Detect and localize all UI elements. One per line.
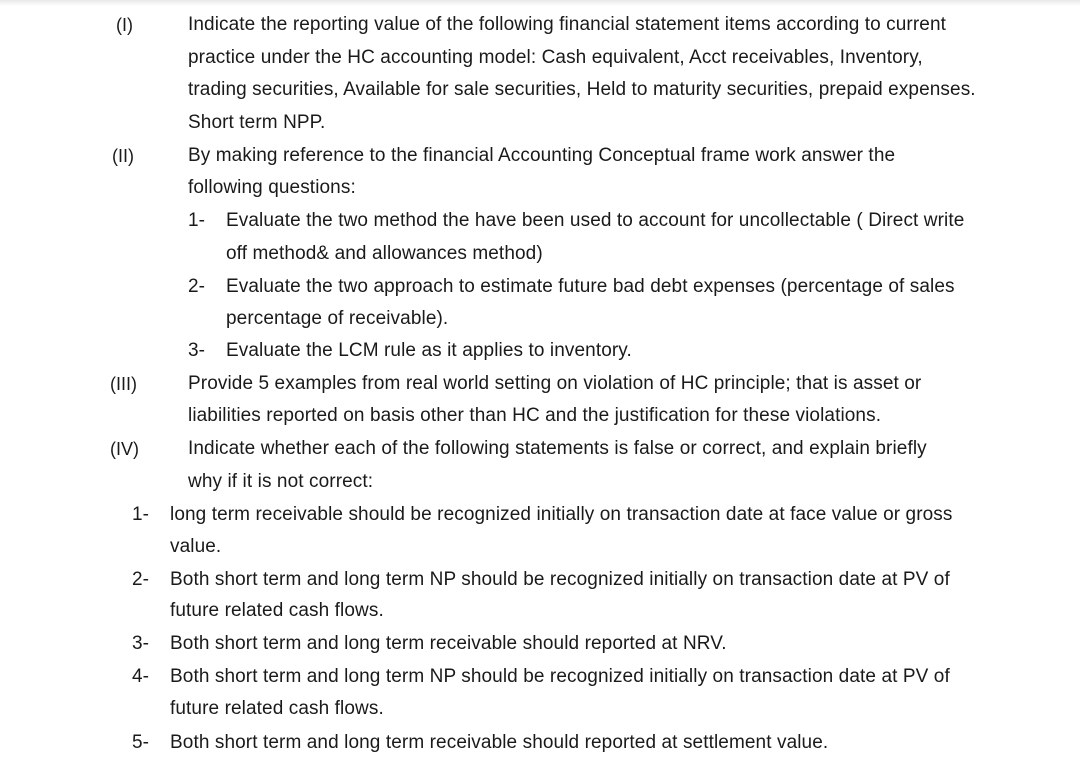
page-edge-shadow xyxy=(0,0,1080,6)
section-1-line-4: Short term NPP. xyxy=(188,112,326,133)
section-3-line-1: Provide 5 examples from real world setting on violation of HC principle; that is asset or xyxy=(188,373,922,394)
section-2-item-1-line-2: off method& and allowances method) xyxy=(226,243,543,264)
section-4-item-4-line-2: future related cash flows. xyxy=(170,698,384,719)
section-2-item-3-number: 3- xyxy=(188,340,205,361)
section-2-item-2-number: 2- xyxy=(188,276,205,297)
section-4-item-1-line-2: value. xyxy=(170,536,222,557)
section-2-item-1-number: 1- xyxy=(188,210,205,231)
section-4-line-2: why if it is not correct: xyxy=(188,471,374,492)
section-4-item-5-number: 5- xyxy=(132,732,149,753)
section-1-line-2: practice under the HC accounting model: Cash equivalent, Acct receivables, Inventory, xyxy=(188,47,923,68)
section-4-item-4-line-1: Both short term and long term NP should be recognized initially on transaction date at PV of xyxy=(170,666,950,687)
section-2-line-1: By making reference to the financial Accounting Conceptual frame work answer the xyxy=(188,145,896,166)
section-1-line-1: Indicate the reporting value of the following financial statement items according to current xyxy=(188,14,947,35)
section-2-item-1-line-1: Evaluate the two method the have been used to account for uncollectable ( Direct write xyxy=(226,210,965,231)
section-2-item-2-line-1: Evaluate the two approach to estimate future bad debt expenses (percentage of sales xyxy=(226,276,955,297)
section-marker-4: (IV) xyxy=(110,439,139,459)
section-4-item-1-line-1: long term receivable should be recognized initially on transaction date at face value or gross xyxy=(170,504,953,525)
section-4-line-1: Indicate whether each of the following statements is false or correct, and explain briefly xyxy=(188,438,927,459)
section-4-item-1-number: 1- xyxy=(132,504,149,525)
section-marker-2: (II) xyxy=(112,146,134,166)
section-4-item-3-line-1: Both short term and long term receivable should reported at NRV. xyxy=(170,633,727,654)
section-4-item-5-line-1: Both short term and long term receivable should reported at settlement value. xyxy=(170,732,829,753)
section-4-item-3-number: 3- xyxy=(132,633,149,654)
section-2-line-2: following questions: xyxy=(188,177,356,198)
section-marker-1: (I) xyxy=(116,15,133,35)
section-marker-3: (III) xyxy=(110,374,137,394)
section-4-item-2-line-1: Both short term and long term NP should be recognized initially on transaction date at PV of xyxy=(170,569,950,590)
section-4-item-4-number: 4- xyxy=(132,666,149,687)
section-2-item-3-line-1: Evaluate the LCM rule as it applies to inventory. xyxy=(226,340,632,361)
section-3-line-2: liabilities reported on basis other than HC and the justification for these violations. xyxy=(188,405,882,426)
section-1-line-3: trading securities, Available for sale securities, Held to maturity securities, prepaid expenses. xyxy=(188,79,976,100)
section-4-item-2-line-2: future related cash flows. xyxy=(170,600,384,621)
section-4-item-2-number: 2- xyxy=(132,569,149,590)
section-2-item-2-line-2: percentage of receivable). xyxy=(226,308,449,329)
